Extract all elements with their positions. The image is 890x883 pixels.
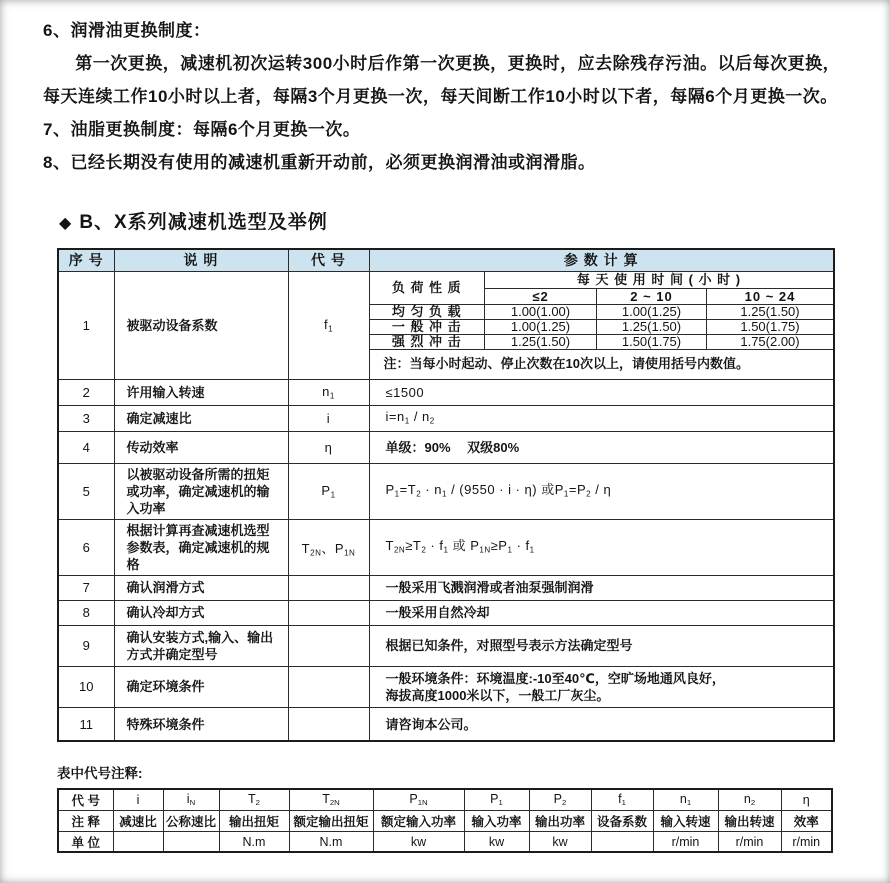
row-number-cell: 6 — [58, 519, 114, 575]
legend-code-cell: $P_2$ — [529, 789, 591, 810]
code-cell — [288, 666, 369, 707]
table-row-10 — [58, 666, 834, 707]
factor-row-heavy — [370, 335, 834, 350]
param-line-1: 一般环境条件：环境温度:-10至40℃，空旷场地通风良好， — [385, 670, 725, 686]
table-row-4 — [58, 431, 834, 463]
desc-cell: 许用输入转速 — [114, 379, 288, 405]
code-cell: $f_1$ — [288, 271, 369, 379]
legend-note-cell: 输出扭矩 — [219, 810, 289, 831]
legend-unit-cell: r/min — [781, 831, 832, 852]
note-line-8: 8、已经长期没有使用的减速机重新开动前，必须更换润滑油或润滑脂。 — [43, 153, 596, 172]
legend-title: 表中代号注释: — [57, 766, 143, 782]
table-row-9 — [58, 625, 834, 666]
maintenance-notes — [43, 14, 850, 179]
factor-value: 1.00(1.25) — [597, 305, 707, 320]
legend-note-cell: 减速比 — [113, 810, 163, 831]
row-number-cell: 2 — [58, 379, 114, 405]
legend-unit-cell: N.m — [219, 831, 289, 852]
legend-table — [57, 788, 833, 853]
device-factor-table — [370, 272, 834, 379]
desc-cell: 被驱动设备系数 — [114, 271, 288, 379]
legend-note-cell: 额定输出扭矩 — [289, 810, 373, 831]
desc-cell: 确定减速比 — [114, 405, 288, 431]
row-number-cell: 11 — [58, 707, 114, 741]
note-line-6b: 每天连续工作10小时以上者，每隔3个月更换一次，每天间断工作10小时以下者，每隔6个月更换一次。 — [43, 87, 838, 106]
factor-value: 1.50(1.75) — [707, 320, 834, 335]
col-header-desc: 说 明 — [114, 249, 288, 271]
load-type-label: 强 烈 冲 击 — [370, 335, 485, 350]
load-nature-header: 负 荷 性 质 — [370, 272, 485, 305]
legend-note-cell: 额定输入功率 — [373, 810, 464, 831]
hours-col-3: 10 ~ 24 — [707, 289, 834, 305]
note-line-6: 6、润滑油更换制度： — [43, 21, 211, 40]
legend-unit-cell: kw — [529, 831, 591, 852]
legend-unit-cell: kw — [373, 831, 464, 852]
param-cell: ≤1500 — [369, 379, 834, 405]
legend-note-cell: 公称速比 — [163, 810, 219, 831]
row-number-cell: 8 — [58, 600, 114, 625]
factor-note-row — [370, 350, 834, 379]
load-type-label: 一 般 冲 击 — [370, 320, 485, 335]
legend-code-cell: $T_{2N}$ — [289, 789, 373, 810]
table-row-1 — [58, 271, 834, 379]
code-cell — [288, 600, 369, 625]
daily-hours-header: 每 天 使 用 时 间 ( 小 时 ) — [485, 272, 834, 289]
factor-value: 1.00(1.00) — [485, 305, 597, 320]
param-cell: $i=n_1 / n_2$ — [369, 405, 834, 431]
code-cell — [288, 625, 369, 666]
legend-unit-cell — [113, 831, 163, 852]
factor-value: 1.25(1.50) — [707, 305, 834, 320]
row-number-cell: 10 — [58, 666, 114, 707]
desc-cell: 传动效率 — [114, 431, 288, 463]
table-row-2 — [58, 379, 834, 405]
desc-cell: 根据计算再查减速机选型参数表，确定减速机的规格 — [114, 519, 288, 575]
legend-note-cell: 输出功率 — [529, 810, 591, 831]
param-cell: 单级：90% 双级80% — [369, 431, 834, 463]
legend-row-label: 单 位 — [58, 831, 113, 852]
param-cell — [369, 666, 834, 707]
col-header-no: 序 号 — [58, 249, 114, 271]
param-cell — [369, 271, 834, 379]
legend-unit-cell: r/min — [653, 831, 718, 852]
factor-row-uniform — [370, 305, 834, 320]
factor-value: 1.25(1.50) — [597, 320, 707, 335]
factor-value: 1.25(1.50) — [485, 335, 597, 350]
hours-col-2: 2 ~ 10 — [597, 289, 707, 305]
desc-cell: 以被驱动设备所需的扭矩或功率，确定减速机的输入功率 — [114, 463, 288, 519]
table-row-3 — [58, 405, 834, 431]
code-cell — [288, 707, 369, 741]
section-title — [59, 207, 850, 234]
factor-note: 注：当每小时起动、停止次数在10次以上，请使用括号内数值。 — [370, 350, 834, 379]
desc-cell: 确定环境条件 — [114, 666, 288, 707]
code-cell: $T_{2N}$、$P_{1N}$ — [288, 519, 369, 575]
table-row-7 — [58, 575, 834, 600]
param-cell: $T_{2N}\ge T_2 \cdot f_1$ 或 $P_{1N}\ge P_1 \cdot f_1$ — [369, 519, 834, 575]
factor-row-moderate — [370, 320, 834, 335]
factor-value: 1.00(1.25) — [485, 320, 597, 335]
code-cell: η — [288, 431, 369, 463]
legend-note-cell: 输入功率 — [464, 810, 529, 831]
legend-code-cell: $P_{1N}$ — [373, 789, 464, 810]
legend-code-cell: $n_1$ — [653, 789, 718, 810]
param-cell: 一般采用自然冷却 — [369, 600, 834, 625]
legend-note-row — [58, 810, 832, 831]
table-row-11 — [58, 707, 834, 741]
code-cell: $n_1$ — [288, 379, 369, 405]
legend-unit-cell: r/min — [718, 831, 781, 852]
selection-table — [57, 248, 835, 742]
note-line-7: 7、油脂更换制度：每隔6个月更换一次。 — [43, 120, 361, 139]
legend-unit-cell: kw — [464, 831, 529, 852]
legend-code-cell: $T_2$ — [219, 789, 289, 810]
factor-value: 1.75(2.00) — [707, 335, 834, 350]
param-cell: 根据已知条件，对照型号表示方法确定型号 — [369, 625, 834, 666]
legend-note-cell: 输出转速 — [718, 810, 781, 831]
code-cell: $P_1$ — [288, 463, 369, 519]
code-cell: i — [288, 405, 369, 431]
row-number-cell: 7 — [58, 575, 114, 600]
legend-row-label: 代 号 — [58, 789, 113, 810]
legend-code-cell: $i_N$ — [163, 789, 219, 810]
section-title-text: B、X系列减速机选型及举例 — [79, 212, 328, 233]
param-cell: 一般采用飞溅润滑或者油泵强制润滑 — [369, 575, 834, 600]
legend-unit-cell — [591, 831, 653, 852]
factor-header-row — [370, 272, 834, 289]
note-line-6a: 第一次更换，减速机初次运转300小时后作第一次更换，更换时，应去除残存污油。以后每次更换， — [75, 54, 841, 73]
legend-row-label: 注 释 — [58, 810, 113, 831]
load-type-label: 均 匀 负 载 — [370, 305, 485, 320]
legend-unit-row — [58, 831, 832, 852]
selection-table-header-row — [58, 249, 834, 271]
legend-code-cell: $P_1$ — [464, 789, 529, 810]
desc-cell: 确认冷却方式 — [114, 600, 288, 625]
legend-unit-cell: N.m — [289, 831, 373, 852]
legend-unit-cell — [163, 831, 219, 852]
factor-value: 1.50(1.75) — [597, 335, 707, 350]
desc-cell: 确认安装方式,输入、输出方式并确定型号 — [114, 625, 288, 666]
param-cell: $P_1=T_2 \cdot n_1 / (9550 \cdot i \cdot \eta)$ 或$P_1=P_2 / \eta$ — [369, 463, 834, 519]
row-number-cell: 4 — [58, 431, 114, 463]
param-line-2: 海拔高度1000米以下，一般工厂灰尘。 — [385, 687, 610, 703]
legend-code-cell: $n_2$ — [718, 789, 781, 810]
legend-code-cell: i — [113, 789, 163, 810]
legend-note-cell: 输入转速 — [653, 810, 718, 831]
table-row-5 — [58, 463, 834, 519]
row-number-cell: 3 — [58, 405, 114, 431]
row-number-cell: 1 — [58, 271, 114, 379]
row-number-cell: 9 — [58, 625, 114, 666]
legend-code-row — [58, 789, 832, 810]
param-cell: 请咨询本公司。 — [369, 707, 834, 741]
hours-col-1: ≤2 — [485, 289, 597, 305]
legend-note-cell: 设备系数 — [591, 810, 653, 831]
legend-note-cell: 效率 — [781, 810, 832, 831]
code-cell — [288, 575, 369, 600]
desc-cell: 特殊环境条件 — [114, 707, 288, 741]
col-header-param: 参 数 计 算 — [369, 249, 834, 271]
col-header-code: 代 号 — [288, 249, 369, 271]
row-number-cell: 5 — [58, 463, 114, 519]
legend-code-cell: $f_1$ — [591, 789, 653, 810]
table-row-8 — [58, 600, 834, 625]
desc-cell: 确认润滑方式 — [114, 575, 288, 600]
diamond-bullet-icon: ◆ — [59, 215, 73, 232]
legend-code-cell: η — [781, 789, 832, 810]
table-row-6 — [58, 519, 834, 575]
